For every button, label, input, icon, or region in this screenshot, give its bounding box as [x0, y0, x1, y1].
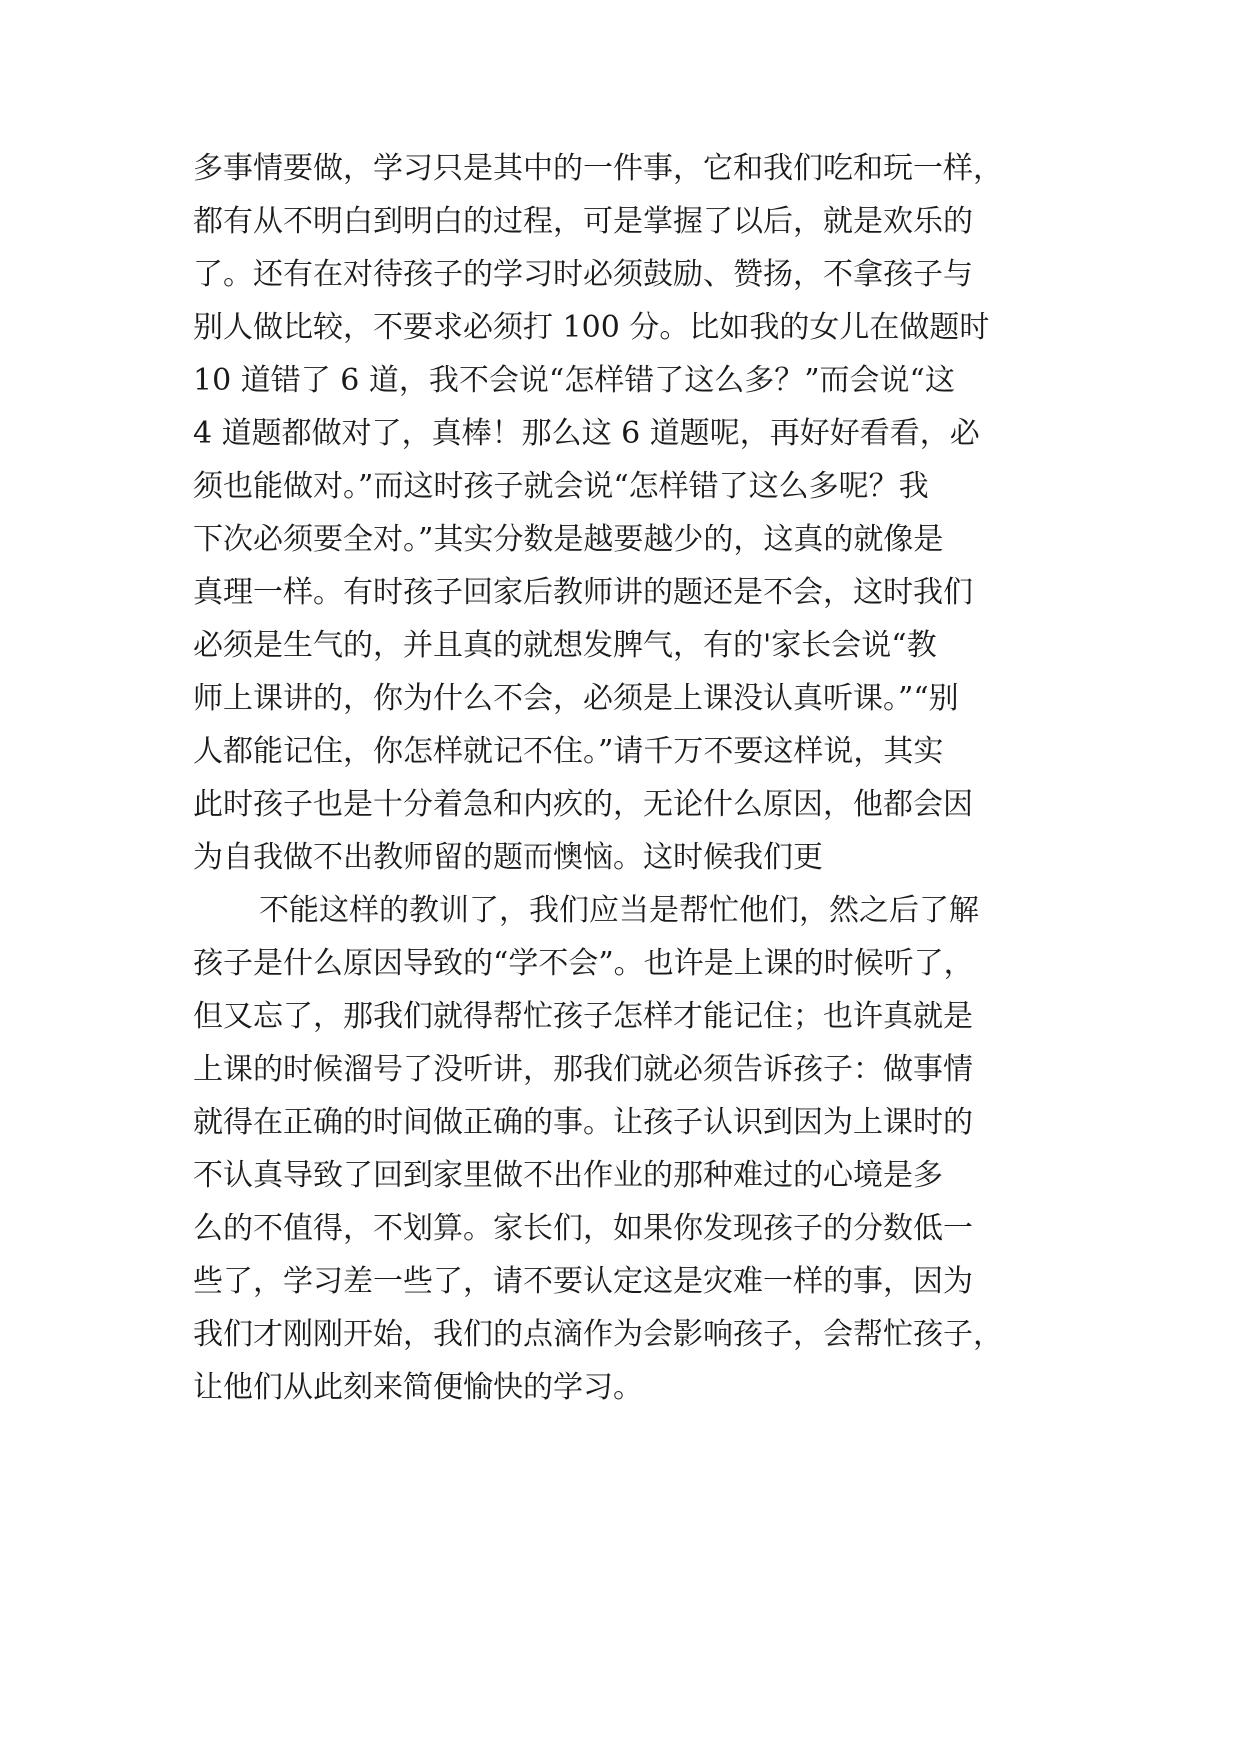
text-line: 为自我做不出教师留的题而懊恼。这时候我们更	[193, 840, 823, 875]
text-line: 不能这样的教训了，我们应当是帮忙他们，然之后了解	[259, 893, 979, 928]
text-line: 就得在正确的时间做正确的事。让孩子认识到因为上课时的	[193, 1105, 973, 1140]
text-line: 师上课讲的，你为什么不会，必须是上课没认真听课。”“别	[193, 681, 959, 716]
text-line: 都有从不明白到明白的过程，可是掌握了以后，就是欢乐的	[193, 204, 973, 239]
text-line: 别人做比较，不要求必须打 100 分。比如我的女儿在做题时	[193, 310, 990, 345]
text-line: 须也能做对。”而这时孩子就会说“怎样错了这么多呢？我	[193, 469, 929, 504]
text-line: 多事情要做，学习只是其中的一件事，它和我们吃和玩一样，	[193, 151, 1003, 186]
text-line: 10 道错了 6 道，我不会说“怎样错了这么多？”而会说“这	[193, 363, 955, 398]
text-line: 人都能记住，你怎样就记不住。”请千万不要这样说，其实	[193, 734, 944, 769]
text-line: 下次必须要全对。”其实分数是越要越少的，这真的就像是	[193, 522, 944, 557]
text-line: 必须是生气的，并且真的就想发脾气，有的'家长会说“教	[193, 628, 937, 663]
text-line: 孩子是什么原因导致的“学不会”。也许是上课的时候听了，	[193, 946, 974, 981]
text-line: 上课的时候溜号了没听讲，那我们就必须告诉孩子：做事情	[193, 1052, 973, 1087]
text-line: 但又忘了，那我们就得帮忙孩子怎样才能记住；也许真就是	[193, 999, 973, 1034]
text-line: 让他们从此刻来简便愉快的学习。	[193, 1370, 643, 1405]
text-line: 不认真导致了回到家里做不出作业的那种难过的心境是多	[193, 1158, 943, 1193]
text-line: 4 道题都做对了，真棒！那么这 6 道题呢，再好好看看，必	[193, 416, 980, 451]
text-line: 此时孩子也是十分着急和内疚的，无论什么原因，他都会因	[193, 787, 973, 822]
text-line: 我们才刚刚开始，我们的点滴作为会影响孩子，会帮忙孩子，	[193, 1317, 1003, 1352]
text-line: 么的不值得，不划算。家长们，如果你发现孩子的分数低一	[193, 1211, 973, 1246]
text-line: 些了，学习差一些了，请不要认定这是灾难一样的事，因为	[193, 1264, 973, 1299]
text-line: 真理一样。有时孩子回家后教师讲的题还是不会，这时我们	[193, 575, 973, 610]
text-line: 了。还有在对待孩子的学习时必须鼓励、赞扬，不拿孩子与	[193, 257, 973, 292]
